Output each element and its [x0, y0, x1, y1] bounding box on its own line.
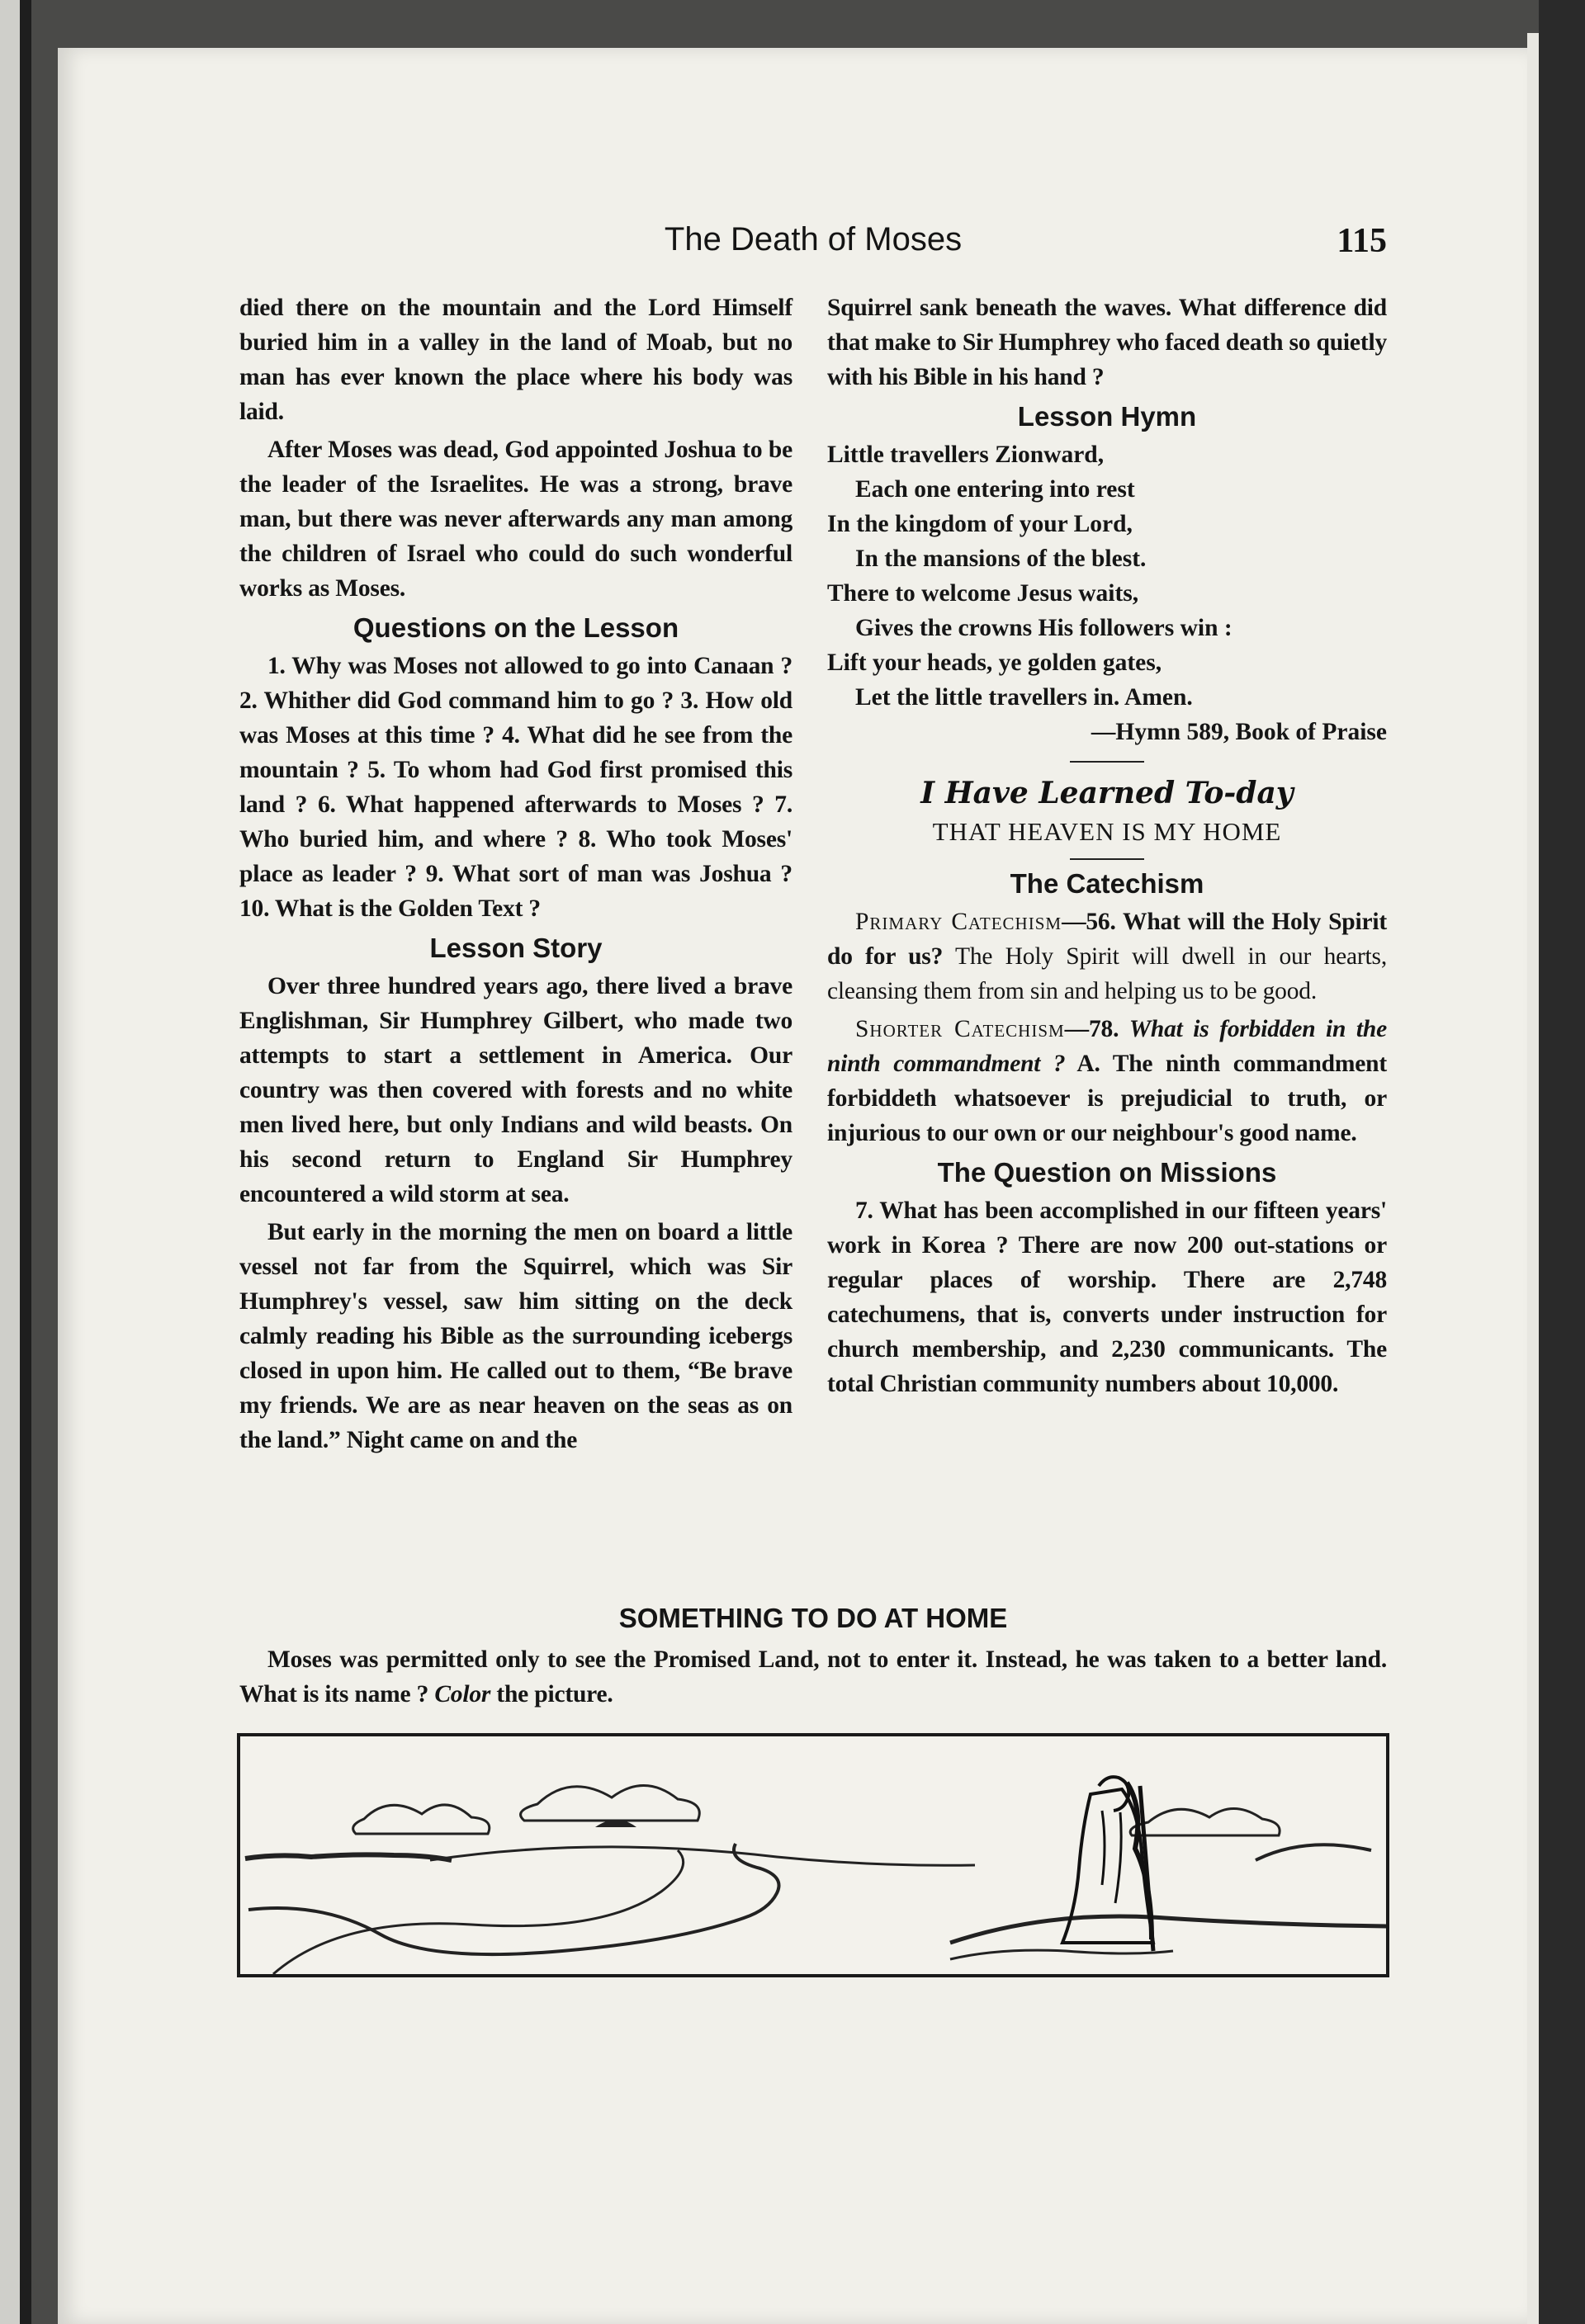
- paragraph: But early in the morning the men on board a little vessel not far from the Squirrel, which was Sir Humphrey's vessel, saw him sitting on the deck calmly reading his Bible as the surrounding icebergs closed in upon him. He called out to them, “Be brave my friends. We are as near heaven on the seas as on the land.” Night came on and the: [239, 1219, 792, 1453]
- learned-text: THAT HEAVEN IS MY HOME: [932, 817, 1282, 846]
- hymn-line: Each one entering into rest: [855, 476, 1135, 503]
- page-edge: [1527, 33, 1539, 2324]
- hymn-line: In the kingdom of your Lord,: [827, 511, 1133, 537]
- primary-catechism-label: Primary Catechism: [855, 909, 1062, 935]
- scan-left-gutter: [20, 0, 31, 2324]
- hymn-line: Lift your heads, ye golden gates,: [827, 649, 1162, 676]
- paragraph: died there on the mountain and the Lord Himself buried him in a valley in the land of Moab, but no man has ever known the place where his body was laid.: [239, 295, 792, 425]
- foreground-ground: [950, 1916, 1386, 1943]
- right-column: [827, 290, 1387, 1405]
- questions-heading: Questions on the Lesson: [352, 612, 679, 643]
- hills: [430, 1847, 975, 1865]
- shorter-catechism-label: Shorter Catechism: [855, 1016, 1065, 1042]
- divider: [1070, 761, 1144, 763]
- cloud-shape: [1130, 1808, 1280, 1835]
- story-heading: Lesson Story: [429, 933, 603, 963]
- paragraph: After Moses was dead, God appointed Joshua to be the leader of the Israelites. He was a strong, brave man, but there was never afterwards any man among the children of Israel who could do such wonderful works as Moses.: [239, 437, 792, 602]
- hills: [1256, 1845, 1371, 1860]
- home-text-color-word: Color: [434, 1681, 491, 1708]
- shorter-catechism-number: —78.: [1064, 1016, 1129, 1042]
- learned-heading: I Have Learned To-day: [920, 776, 1294, 810]
- running-title: The Death of Moses: [664, 221, 963, 257]
- paragraph: Over three hundred years ago, there lived a brave Englishman, Sir Humphrey Gilbert, who made two attempts to start a settlement in America. Our country was then covered with forests and no white men lived here, but only Indians and wild beasts. On his second return to England Sir Humphrey encountered a wild storm at sea.: [239, 973, 792, 1207]
- home-text-main: Moses was permitted only to see the Promised Land, not to enter it. Instead, he was taken to a better land. What is its name ?: [239, 1646, 1387, 1708]
- divider: [1070, 858, 1144, 860]
- landscape-illustration: [240, 1736, 1386, 1974]
- shorter-catechism-answer: A. The ninth commandment forbiddeth whatsoever is prejudicial to truth, or injurious to our own or our neighbour's good name.: [827, 1051, 1387, 1146]
- scan-right-shadow: [1539, 0, 1585, 2324]
- cloud-shape: [353, 1805, 490, 1834]
- moses-figure: [1062, 1777, 1153, 1951]
- paragraph: Squirrel sank beneath the waves. What difference did that make to Sir Humphrey who faced death so quietly with his Bible in his hand ?: [827, 295, 1387, 390]
- primary-catechism: [827, 905, 1387, 1008]
- scan-left-margin: [0, 0, 20, 2324]
- hymn-heading: Lesson Hymn: [1017, 401, 1197, 432]
- home-text-end: the picture.: [490, 1681, 613, 1708]
- cloud-shape: [521, 1785, 700, 1821]
- winding-path: [248, 1844, 779, 1954]
- shorter-catechism-question: What is forbidden in the ninth commandment ?: [827, 1016, 1387, 1077]
- shorter-catechism: [827, 1012, 1387, 1150]
- left-column: [239, 290, 792, 1461]
- page-number: 115: [1337, 222, 1387, 260]
- catechism-heading: The Catechism: [1010, 868, 1204, 899]
- missions-heading: The Question on Missions: [937, 1157, 1277, 1188]
- distant-land: [245, 1854, 452, 1860]
- hymn-line: In the mansions of the blest.: [855, 546, 1147, 572]
- foreground-ground: [950, 1950, 1173, 1959]
- primary-catechism-question: —56. What will the Holy Spirit do for us?: [827, 909, 1387, 970]
- hymn-line: Let the little travellers in. Amen.: [855, 684, 1193, 711]
- primary-catechism-answer: The Holy Spirit will dwell in our hearts, cleansing them from sin and helping us to be good.: [827, 943, 1387, 1004]
- questions-text: 1. Why was Moses not allowed to go into Canaan ? 2. Whither did God command him to go ? 3. How old was Moses at this time ? 4. What did he see from the mountain ? 5. To whom had God first promised this land ? 6. What happened afterwards to Moses ? 7. Who buried him, and where ? 8. Who took Moses' place as leader ? 9. What sort of man was Joshua ? 10. What is the Golden Text ?: [239, 653, 792, 922]
- home-heading: SOMETHING TO DO AT HOME: [618, 1603, 1008, 1633]
- home-instructions: [239, 1642, 1387, 1712]
- hymn-line: Little travellers Zionward,: [827, 442, 1105, 468]
- page-header: [239, 221, 1387, 271]
- coloring-picture: [237, 1733, 1389, 1977]
- hymn-line: There to welcome Jesus waits,: [827, 580, 1139, 607]
- hymn-verse: [827, 437, 1387, 749]
- missions-text: 7. What has been accomplished in our fifteen years' work in Korea ? There are now 200 out-stations or regular places of worship. There are 2,748 catechumens, that is, converts under instruction for church membership, and 2,230 communicants. The total Christian community numbers about 10,000.: [827, 1197, 1387, 1397]
- hymn-line: Gives the crowns His followers win :: [855, 615, 1233, 641]
- hymn-attribution: —Hymn 589, Book of Praise: [1091, 719, 1387, 745]
